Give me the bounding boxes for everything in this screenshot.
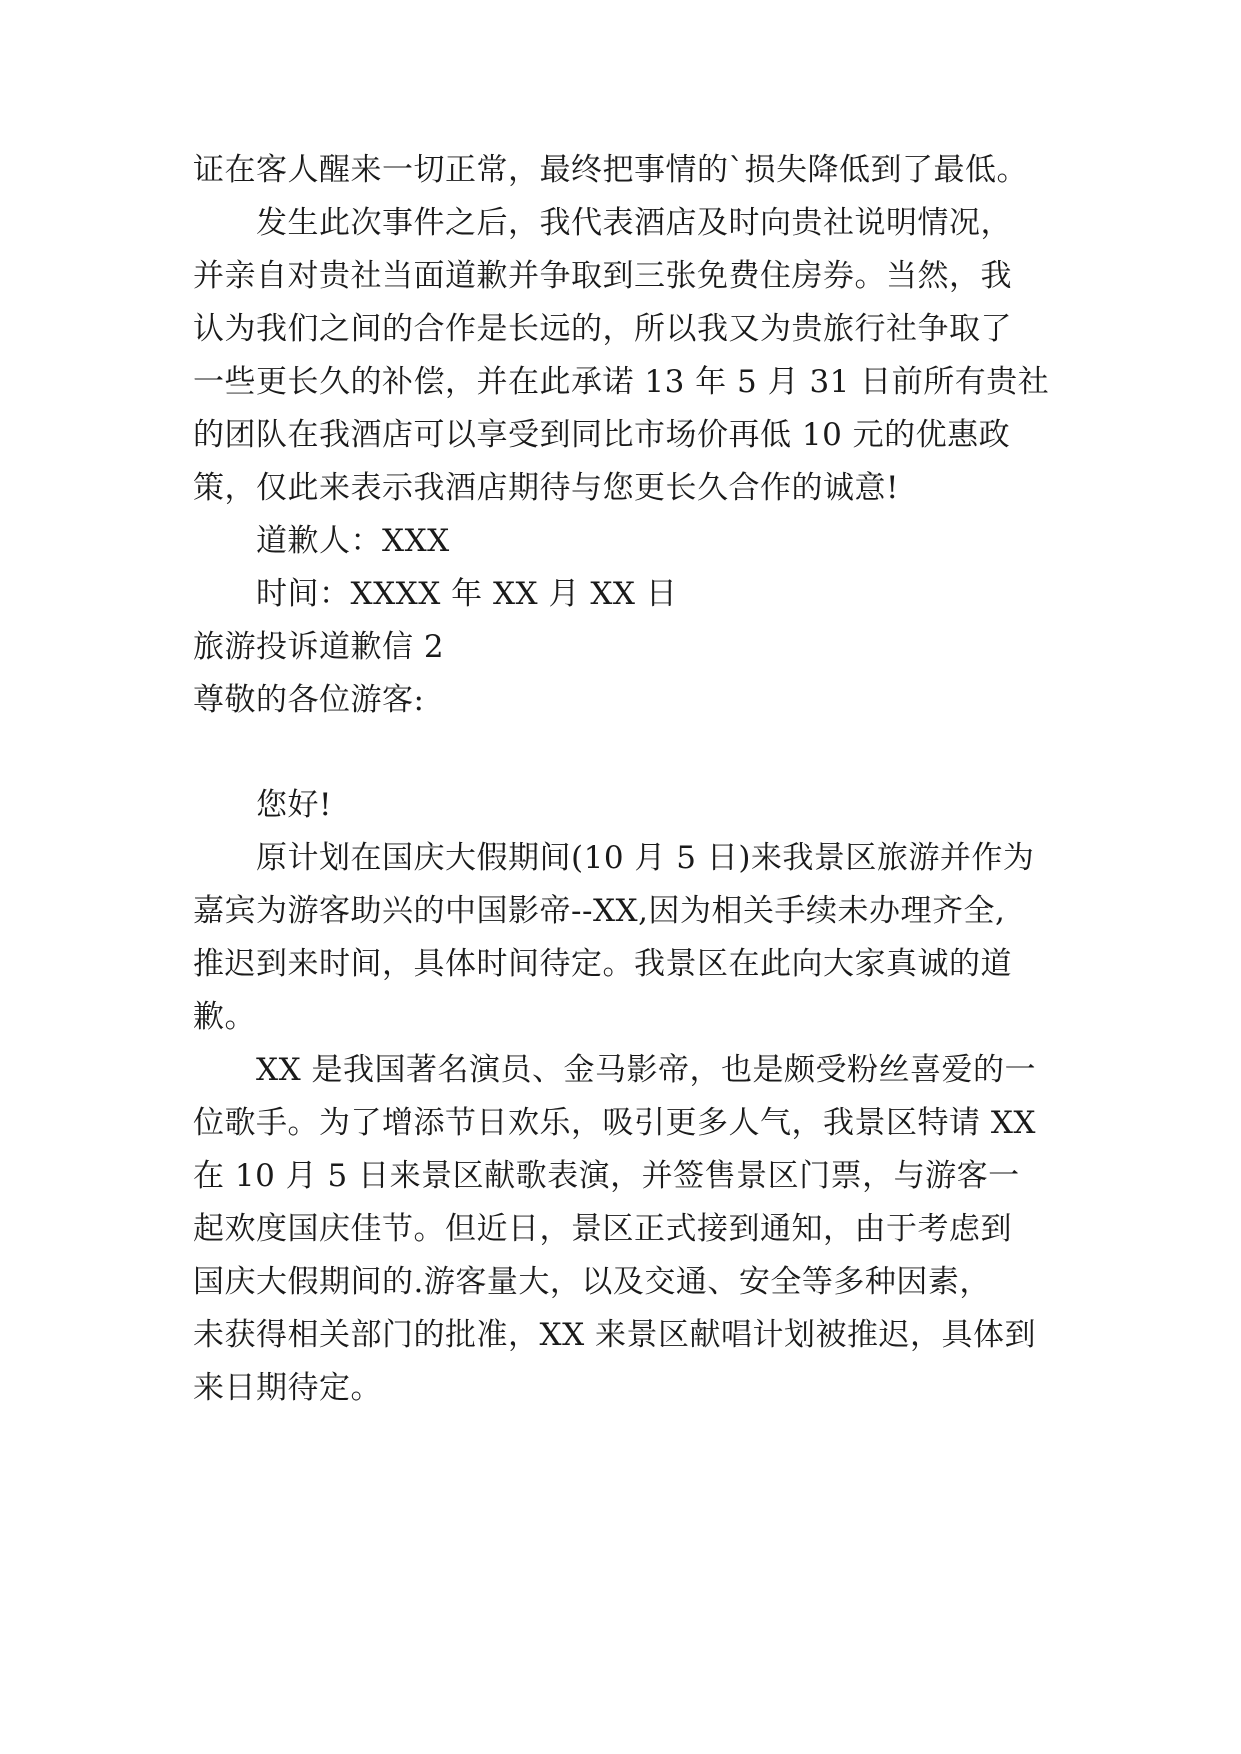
paragraph-line: 策，仅此来表示我酒店期待与您更长久合作的诚意! <box>193 470 899 506</box>
letter-title: 旅游投诉道歉信 2 <box>193 629 445 665</box>
paragraph-line: 来日期待定。 <box>193 1370 382 1406</box>
paragraph-line: 位歌手。为了增添节日欢乐，吸引更多人气，我景区特请 XX <box>193 1105 1036 1141</box>
paragraph-line: 嘉宾为游客助兴的中国影帝--XX,因为相关手续未办理齐全, <box>193 893 1006 929</box>
paragraph-line: 一些更长久的补偿，并在此承诺 13 年 5 月 31 日前所有贵社 <box>193 364 1050 400</box>
paragraph-line: 在 10 月 5 日来景区献歌表演，并签售景区门票，与游客一 <box>193 1158 1020 1194</box>
paragraph-line: 未获得相关部门的批准，XX 来景区献唱计划被推迟，具体到 <box>193 1317 1036 1353</box>
paragraph-line: 推迟到来时间，具体时间待定。我景区在此向大家真诚的道 <box>193 946 1012 982</box>
paragraph-line: 发生此次事件之后，我代表酒店及时向贵社说明情况， <box>256 205 1012 241</box>
salutation: 尊敬的各位游客: <box>193 682 425 718</box>
signer-line: 道歉人：XXX <box>256 523 450 559</box>
paragraph-line: XX 是我国著名演员、金马影帝，也是颇受粉丝喜爱的一 <box>256 1052 1036 1088</box>
paragraph-line: 歉。 <box>193 999 256 1035</box>
date-line: 时间：XXXX 年 XX 月 XX 日 <box>256 576 678 612</box>
paragraph-line: 的团队在我酒店可以享受到同比市场价再低 10 元的优惠政 <box>193 417 1011 453</box>
paragraph-line: 国庆大假期间的.游客量大，以及交通、安全等多种因素， <box>193 1264 991 1300</box>
paragraph-line: 证在客人醒来一切正常，最终把事情的`损失降低到了最低。 <box>193 152 1028 188</box>
paragraph-line: 起欢度国庆佳节。但近日，景区正式接到通知，由于考虑到 <box>193 1211 1012 1247</box>
paragraph-line: 原计划在国庆大假期间(10 月 5 日)来我景区旅游并作为 <box>256 840 1035 876</box>
greeting: 您好! <box>256 787 332 823</box>
paragraph-line: 并亲自对贵社当面道歉并争取到三张免费住房券。当然，我 <box>193 258 1012 294</box>
paragraph-line: 认为我们之间的合作是长远的，所以我又为贵旅行社争取了 <box>193 311 1012 347</box>
